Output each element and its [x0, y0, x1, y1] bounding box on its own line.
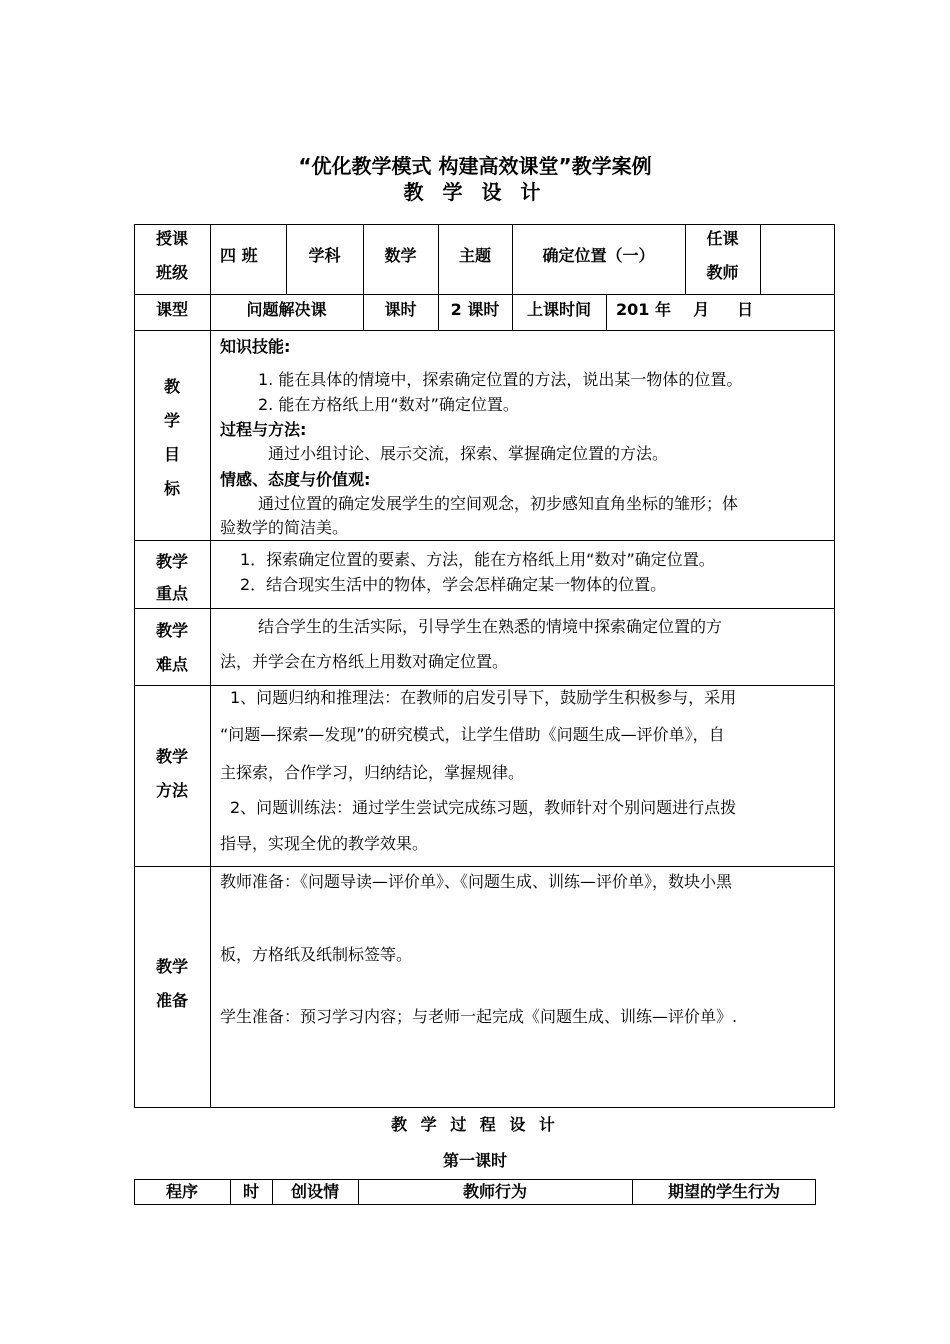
difficulty-label	[134, 614, 210, 682]
prep-line: 教师准备：《问题导读—评价单》、《问题生成、训练—评价单》，数块小黑	[220, 872, 733, 891]
type-label: 课型	[155, 300, 188, 319]
process-text: 通过小组讨论、展示交流，探索、掌握确定位置的方法。	[268, 444, 669, 463]
emotion-line: 通过位置的确定发展学生的空间观念，初步感知直角坐标的雏形；体	[258, 494, 739, 513]
class-label-line2: 班级	[155, 263, 188, 282]
teacher-label	[685, 229, 760, 283]
method-label-line1: 教学	[155, 747, 188, 766]
time-label: 上课时间	[526, 300, 591, 319]
method-line: 指导，实现全优的教学效果。	[220, 834, 429, 853]
goals-label-char: 学	[163, 411, 180, 430]
goals-label-char: 标	[163, 479, 180, 498]
goals-label	[134, 370, 210, 506]
process-header: 教师行为	[462, 1182, 527, 1201]
focus-label-line1: 教学	[155, 552, 188, 571]
type-value: 问题解决课	[246, 300, 327, 319]
class-value: 四 班	[220, 246, 258, 265]
focus-item: 2．结合现实生活中的物体，学会怎样确定某一物体的位置。	[240, 575, 667, 594]
hours-value: 2 课时	[450, 300, 500, 319]
process-design-title: 教 学 过 程 设 计	[391, 1115, 559, 1134]
method-label	[134, 740, 210, 808]
difficulty-label-line1: 教学	[155, 621, 188, 640]
method-line: “问题—探索—发现”的研究模式，让学生借助《问题生成—评价单》，自	[220, 725, 725, 744]
time-value: 201 年 月 日	[616, 300, 754, 319]
method-label-line2: 方法	[155, 781, 188, 800]
prep-line: 学生准备：预习学习内容；与老师一起完成《问题生成、训练—评价单》.	[220, 1007, 738, 1026]
document-title: “优化教学模式 构建高效课堂”教学案例	[298, 154, 652, 178]
class-label-line1: 授课	[155, 229, 188, 248]
focus-label	[134, 546, 210, 610]
class-label	[134, 229, 210, 283]
prep-label-line2: 准备	[155, 991, 188, 1010]
topic-label: 主题	[458, 246, 491, 265]
difficulty-label-line2: 难点	[155, 655, 188, 674]
process-header: 创设情	[290, 1182, 339, 1201]
goals-label-char: 目	[163, 445, 180, 464]
focus-label-line2: 重点	[155, 584, 188, 603]
hours-label: 课时	[384, 300, 417, 319]
method-line: 主探索，合作学习，归纳结论，掌握规律。	[220, 763, 525, 782]
difficulty-line: 结合学生的生活实际，引导学生在熟悉的情境中探索确定位置的方	[258, 617, 723, 636]
subject-label: 学科	[308, 246, 341, 265]
emotion-line: 验数学的简洁美。	[220, 518, 349, 537]
knowledge-title: 知识技能:	[220, 337, 291, 356]
process-header: 时	[242, 1182, 259, 1201]
topic-value: 确定位置（一）	[542, 246, 655, 265]
lesson-title: 第一课时	[442, 1151, 507, 1170]
focus-item: 1．探索确定位置的要素、方法，能在方格纸上用“数对”确定位置。	[240, 550, 715, 569]
teacher-label-line2: 教师	[706, 263, 739, 282]
emotion-title: 情感、态度与价值观:	[220, 470, 371, 489]
prep-label-line1: 教学	[155, 957, 188, 976]
prep-line: 板，方格纸及纸制标签等。	[220, 945, 413, 964]
document-subtitle: 教 学 设 计	[403, 180, 547, 204]
process-header: 期望的学生行为	[667, 1182, 780, 1201]
teacher-label-line1: 任课	[706, 229, 739, 248]
subject-value: 数学	[384, 246, 417, 265]
knowledge-item: 2. 能在方格纸上用“数对”确定位置。	[258, 395, 519, 414]
knowledge-item: 1. 能在具体的情境中，探索确定位置的方法，说出某一物体的位置。	[258, 370, 743, 389]
goals-label-char: 教	[163, 377, 180, 396]
prep-label	[134, 950, 210, 1018]
method-line: 2、问题训练法：通过学生尝试完成练习题，教师针对个别问题进行点拨	[230, 798, 737, 817]
method-line: 1、问题归纳和推理法：在教师的启发引导下，鼓励学生积极参与，采用	[230, 688, 737, 707]
process-header: 程序	[165, 1182, 198, 1201]
process-title: 过程与方法:	[220, 420, 307, 439]
difficulty-line: 法，并学会在方格纸上用数对确定位置。	[220, 652, 509, 671]
